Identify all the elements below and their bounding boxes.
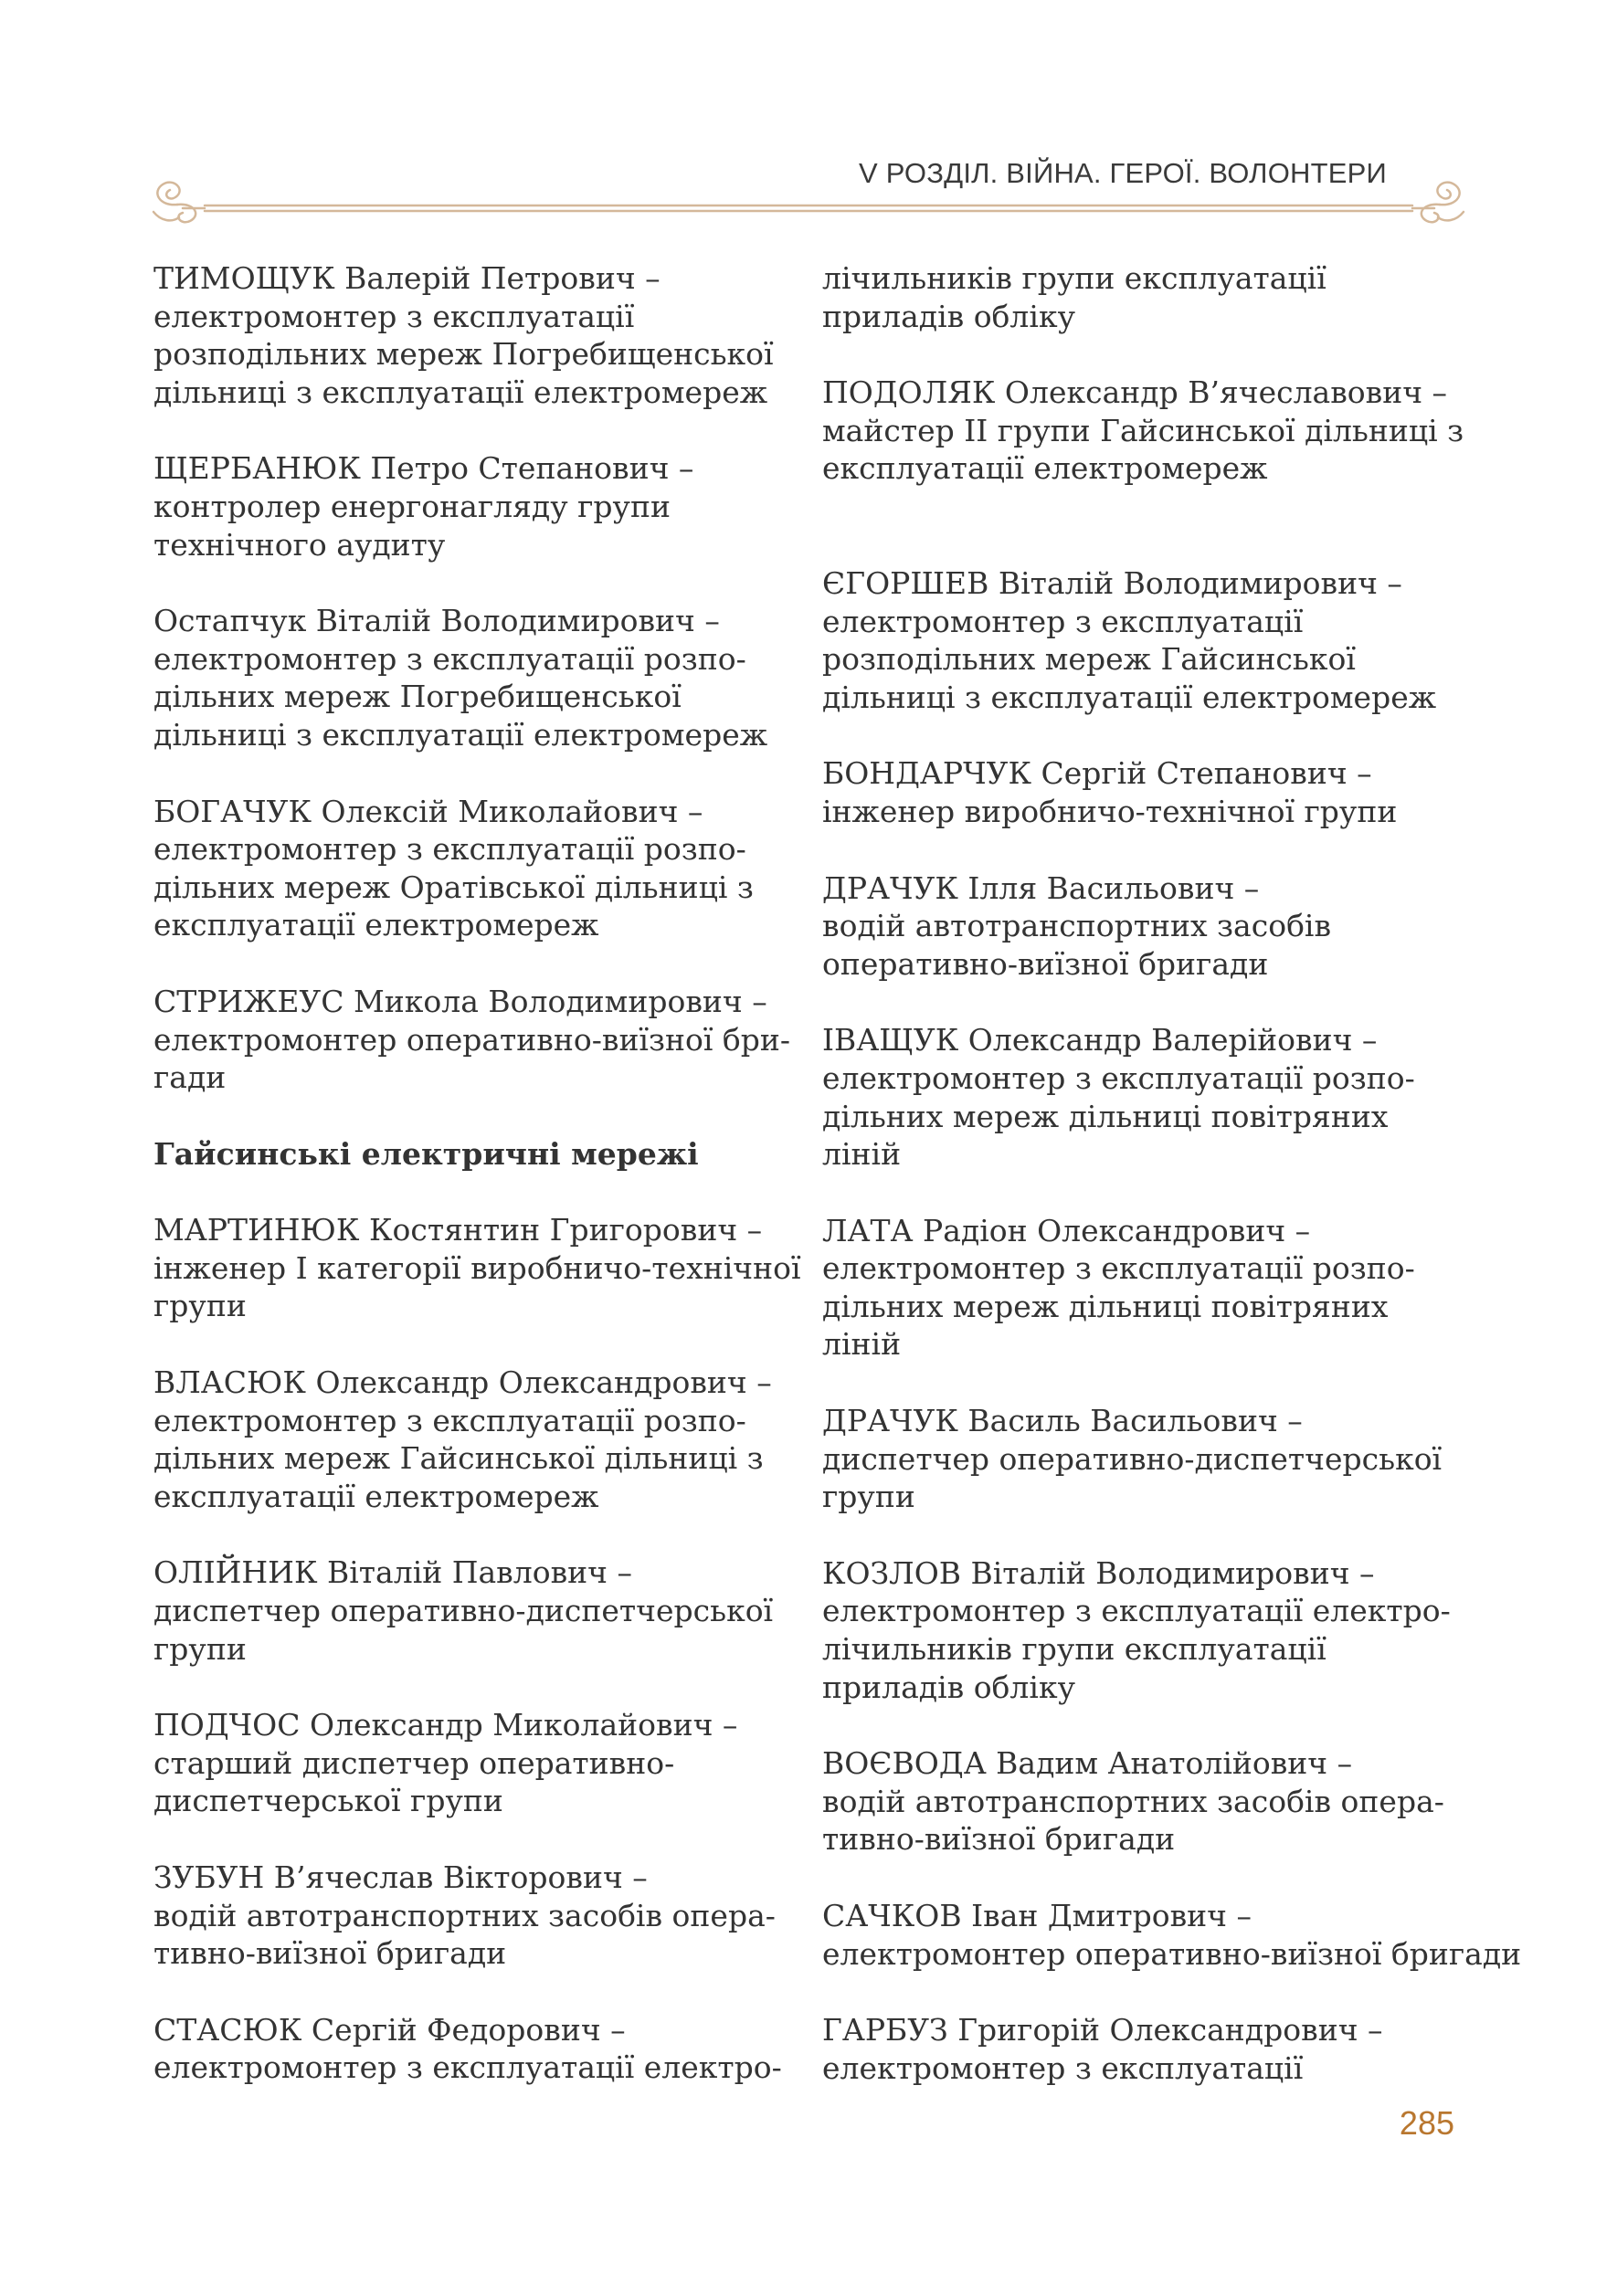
entry-name-line: ЄГОРШЕВ Віталій Володимирович – <box>822 564 1402 601</box>
person-entry <box>822 1021 1462 1173</box>
entry-name-line: лічильників групи експлуатації <box>822 260 1326 296</box>
entry-position-line: приладів обліку <box>822 298 1075 334</box>
entry-position-line: дільних мереж Гайсинської дільниці з <box>153 1440 764 1477</box>
entry-name-line: САЧКОВ Іван Дмитрович – <box>822 1898 1252 1933</box>
entry-name-line: ГАРБУЗ Григорій Олександрович – <box>822 2012 1383 2048</box>
entry-position-line: оперативно-виїзної бригади <box>822 945 1269 982</box>
entry-group <box>153 259 793 1097</box>
entry-position-line: ліній <box>822 1326 902 1363</box>
entry-position-line: електромонтер з експлуатації розпо- <box>822 1059 1415 1096</box>
entry-position-line: контролер енергонагляду групи <box>153 488 671 524</box>
entry-position-line: електромонтер з експлуатації розпо- <box>822 1250 1415 1287</box>
entry-position-line: експлуатації електромереж <box>822 450 1268 487</box>
person-entry <box>822 869 1462 984</box>
entry-name-line: ДРАЧУК Василь Васильович – <box>822 1403 1303 1439</box>
entry-position-line: інженер виробничо-технічної групи <box>822 793 1398 829</box>
entry-name-line: КОЗЛОВ Віталій Володимирович – <box>822 1554 1375 1591</box>
entry-name-line: ПОДЧОС Олександр Миколайович – <box>153 1707 738 1743</box>
ornamental-rule <box>146 170 1471 234</box>
entry-position-line: електромонтер з експлуатації електро- <box>822 1593 1451 1629</box>
entry-position-line: експлуатації електромереж <box>153 1478 599 1514</box>
entry-position-line: електромонтер з експлуатації розпо- <box>153 831 746 868</box>
person-entry <box>822 259 1462 335</box>
person-entry <box>822 374 1462 488</box>
entry-position-line: дільних мереж дільниці повітряних <box>822 1098 1389 1134</box>
entry-position-line: тивно-виїзної бригади <box>822 1821 1176 1858</box>
person-entry <box>822 2011 1462 2087</box>
entry-position-line: електромонтер з експлуатації розпо- <box>153 1402 746 1438</box>
entry-name-line: ОЛІЙНИК Віталій Павлович – <box>153 1554 632 1591</box>
entry-position-line: водій автотранспортних засобів опера- <box>153 1897 776 1933</box>
entry-position-line: старший диспетчер оперативно- <box>153 1744 675 1781</box>
person-entry <box>822 1212 1462 1364</box>
entry-name-line: ВЛАСЮК Олександр Олександрович – <box>153 1364 772 1401</box>
entry-position-line: диспетчерської групи <box>153 1783 503 1819</box>
entry-group <box>153 1211 801 2087</box>
entry-position-line: дільниці з експлуатації електромереж <box>153 374 768 410</box>
entry-position-line: майстер ІІ групи Гайсинської дільниці з <box>822 412 1464 448</box>
entry-group <box>822 564 1522 2087</box>
entry-position-line: електромонтер з експлуатації електро- <box>153 2049 782 2086</box>
entry-position-line: розподільних мереж Гайсинської <box>822 641 1356 678</box>
entry-name-line: БОНДАРЧУК Сергій Степанович – <box>822 755 1372 792</box>
entry-position-line: електромонтер з експлуатації <box>822 603 1304 639</box>
person-entry <box>153 1211 801 1325</box>
person-entry <box>153 1706 793 1820</box>
person-entry <box>153 983 793 1097</box>
entry-position-line: розподільних мереж Погребищенської <box>153 336 774 373</box>
person-entry <box>822 564 1462 716</box>
person-entry <box>822 1897 1522 1973</box>
entry-position-line: дільниці з експлуатації електромереж <box>153 716 768 753</box>
entry-name-line: БОГАЧУК Олексій Миколайович – <box>153 793 703 829</box>
person-entry <box>153 449 793 563</box>
chapter-title: V РОЗДІЛ. ВІЙНА. ГЕРОЇ. ВОЛОНТЕРИ <box>859 157 1387 189</box>
entry-position-line: групи <box>822 1479 915 1515</box>
left-column <box>153 259 801 2125</box>
entry-position-line: дільних мереж Погребищенської <box>153 679 682 715</box>
entry-position-line: гади <box>153 1059 227 1096</box>
page-number: 285 <box>1399 2104 1454 2142</box>
entry-group <box>822 259 1462 488</box>
entry-name-line: МАРТИНЮК Костянтин Григорович – <box>153 1212 763 1248</box>
entry-name-line: ДРАЧУК Ілля Васильович – <box>822 869 1260 906</box>
entry-position-line: групи <box>153 1630 247 1667</box>
entry-position-line: лічильників групи експлуатації <box>822 1631 1326 1668</box>
entry-position-line: дільних мереж Оратівської дільниці з <box>153 869 754 905</box>
entry-name-line: СТРИЖЕУС Микола Володимирович – <box>153 983 767 1019</box>
person-entry <box>153 1859 793 1973</box>
entry-position-line: водій автотранспортних засобів опера- <box>822 1783 1444 1819</box>
entry-position-line: дільних мереж дільниці повітряних <box>822 1288 1389 1324</box>
entry-name-line: Остапчук Віталій Володимирович – <box>153 603 720 639</box>
entry-position-line: диспетчер оперативно-диспетчерської <box>822 1440 1443 1477</box>
entry-name-line: ЗУБУН В’ячеслав Вікторович – <box>153 1859 648 1895</box>
person-entry <box>153 602 793 753</box>
entry-position-line: технічного аудиту <box>153 526 446 563</box>
entry-position-line: ліній <box>822 1136 902 1173</box>
person-entry <box>822 1402 1462 1516</box>
entry-name-line: ПОДОЛЯК Олександр В’ячеславович – <box>822 374 1448 411</box>
entry-position-line: дільниці з експлуатації електромереж <box>822 679 1437 715</box>
person-entry <box>822 1744 1462 1859</box>
entry-position-line: електромонтер з експлуатації <box>153 298 635 334</box>
entry-position-line: електромонтер оперативно-виїзної бригади <box>822 1935 1522 1972</box>
entry-name-line: ЩЕРБАНЮК Петро Степанович – <box>153 450 694 487</box>
entry-position-line: водій автотранспортних засобів <box>822 908 1332 944</box>
entry-name-line: ЛАТА Радіон Олександрович – <box>822 1212 1311 1248</box>
entry-position-line: групи <box>153 1288 247 1324</box>
entry-position-line: тивно-виїзної бригади <box>153 1935 507 1972</box>
entry-name-line: СТАСЮК Сергій Федорович – <box>153 2011 626 2048</box>
section-heading: Гайсинські електричні мережі <box>153 1135 699 1172</box>
person-entry <box>153 259 793 411</box>
entry-position-line: експлуатації електромереж <box>153 907 599 943</box>
entry-position-line: електромонтер з експлуатації <box>822 2049 1304 2086</box>
person-entry <box>153 1364 793 1515</box>
person-entry <box>822 1554 1462 1706</box>
entry-position-line: інженер І категорії виробничо-технічної <box>153 1249 801 1286</box>
entry-name-line: ТИМОЩУК Валерій Петрович – <box>153 260 661 296</box>
person-entry <box>153 2011 793 2087</box>
entry-position-line: електромонтер з експлуатації розпо- <box>153 640 746 677</box>
person-entry <box>153 793 793 944</box>
column-spacer <box>822 526 1462 564</box>
entry-name-line: ВОЄВОДА Вадим Анатолійович – <box>822 1745 1353 1782</box>
entry-position-line: електромонтер оперативно-виїзної бри- <box>153 1021 791 1058</box>
person-entry <box>822 754 1462 830</box>
right-column <box>822 259 1522 2125</box>
person-entry <box>153 1553 793 1668</box>
entry-name-line: ІВАЩУК Олександр Валерійович – <box>822 1022 1378 1058</box>
entry-position-line: приладів обліку <box>822 1669 1075 1705</box>
entry-position-line: диспетчер оперативно-диспетчерської <box>153 1593 774 1629</box>
